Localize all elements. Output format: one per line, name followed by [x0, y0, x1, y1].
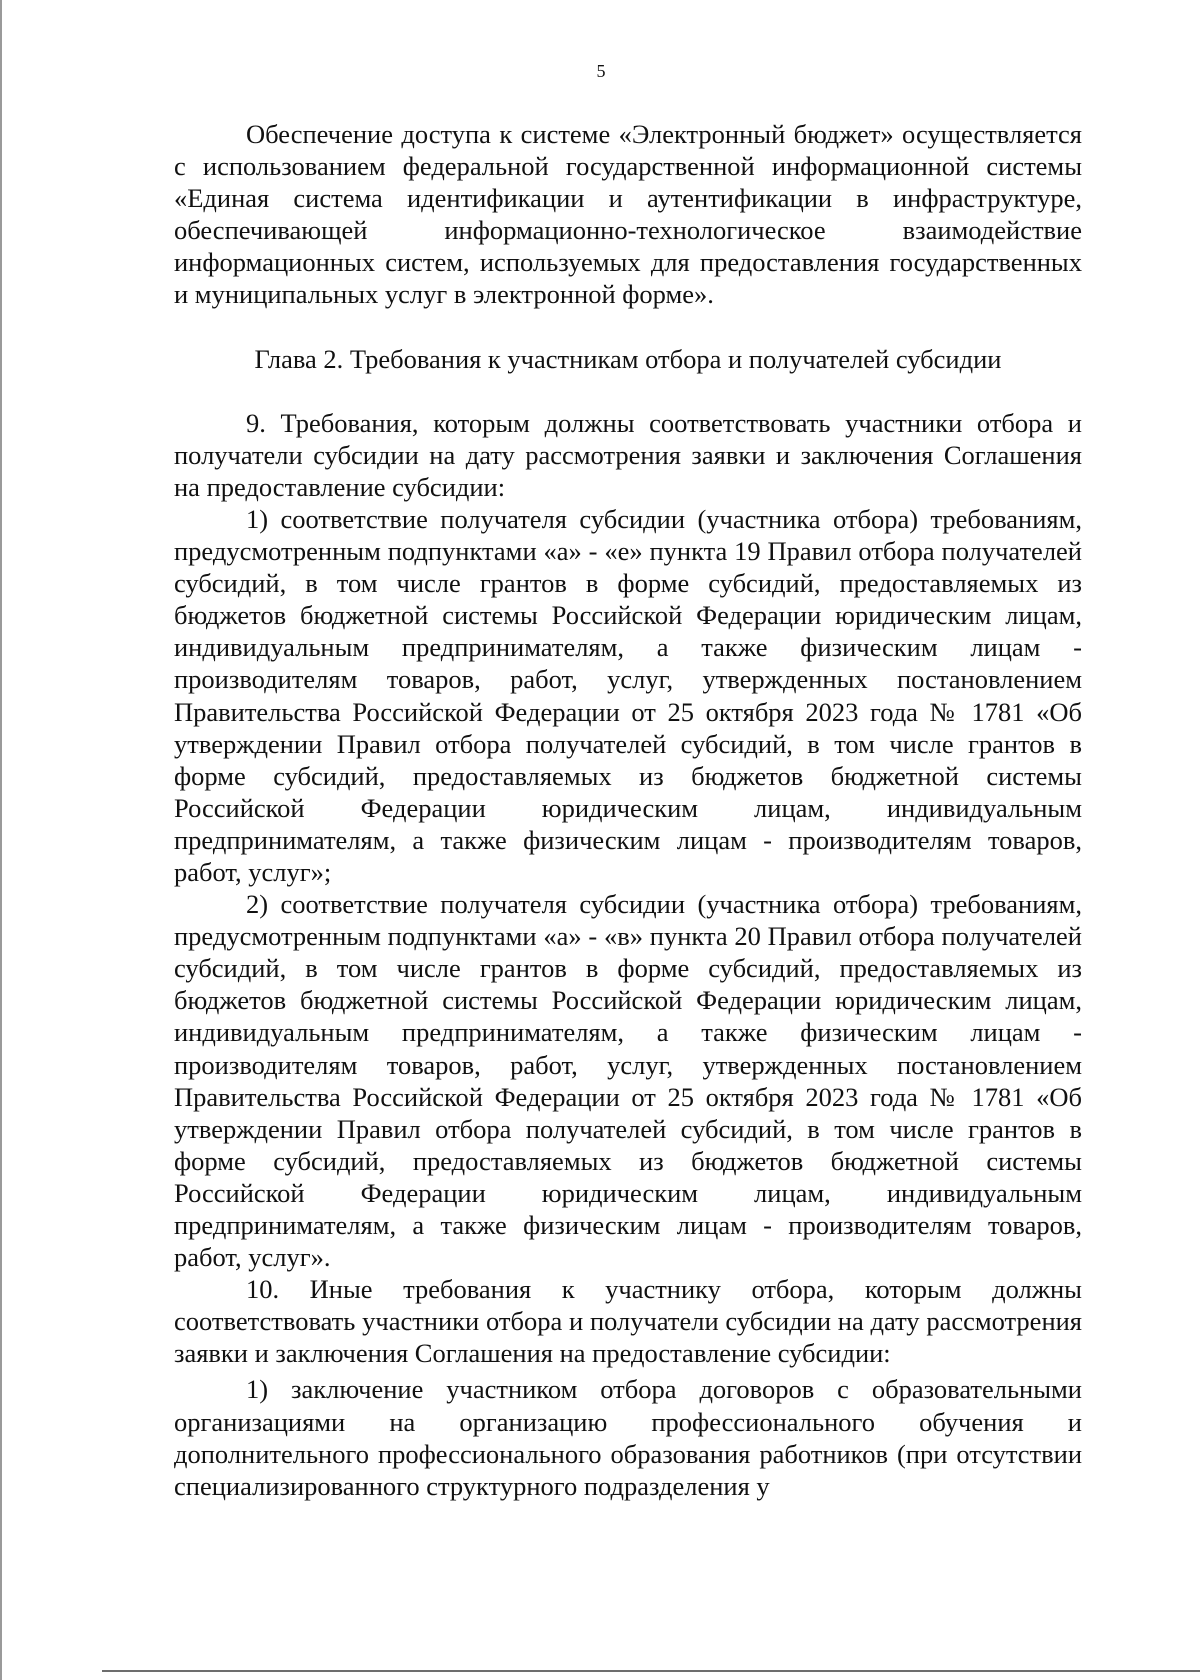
page-bottom-edge-line — [102, 1670, 1200, 1672]
paragraph-9-item-1: 1) соответствие получателя субсидии (участника отбора) требованиям, предусмотренным подпунктами «а» - «е» пункта 19 Правил отбора получателей субсидий, в том числе грантов в форме субсидий, предоставляемых из бюджетов бюджетной системы Российской Федерации юридическим лицам, индивидуальным предпринимателям, а также физическим лицам - производителям товаров, работ, услуг, утвержденных постановлением Правительства Российской Федерации от 25 октября 2023 года № 1781 «Об утверждении Правил отбора получателей субсидий, в том числе грантов в форме субсидий, предоставляемых из бюджетов бюджетной системы Российской Федерации юридическим лицам, индивидуальным предпринимателям, а также физическим лицам - производителям товаров, работ, услуг»; — [174, 503, 1082, 887]
chapter-heading: Глава 2. Требования к участникам отбора и получателей субсидии — [254, 343, 1002, 374]
paragraph-10-item-1: 1) заключение участником отбора договоров с образовательными организациями на организацию профессионального обучения и дополнительного профессионального образования работников (при отсутствии специализированного структурного подразделения у — [174, 1374, 1082, 1501]
paragraph-esia-access: Обеспечение доступа к системе «Электронный бюджет» осуществляется с использованием федеральной государственной информационной системы «Единая система идентификации и аутентификации в инфраструктуре, обеспечивающей информационно-технологическое взаимодействие информационных систем, используемых для предоставления государственных и муниципальных услуг в электронной форме». — [174, 119, 1082, 310]
paragraph-9-item-2: 2) соответствие получателя субсидии (участника отбора) требованиям, предусмотренным подпунктами «а» - «в» пункта 20 Правил отбора получателей субсидий, в том числе грантов в форме субсидий, предоставляемых из бюджетов бюджетной системы Российской Федерации юридическим лицам, индивидуальным предпринимателям, а также физическим лицам - производителям товаров, работ, услуг, утвержденных постановлением Правительства Российской Федерации от 25 октября 2023 года № 1781 «Об утверждении Правил отбора получателей субсидий, в том числе грантов в форме субсидий, предоставляемых из бюджетов бюджетной системы Российской Федерации юридическим лицам, индивидуальным предпринимателям, а также физическим лицам - производителям товаров, работ, услуг». — [174, 889, 1082, 1273]
document-body — [174, 118, 1082, 1502]
paragraph-10: 10. Иные требования к участнику отбора, которым должны соответствовать участники отбора и получатели субсидии на дату рассмотрения заявки и заключения Соглашения на предоставление субсидии: — [174, 1274, 1082, 1369]
page-number: 5 — [596, 61, 606, 81]
paragraph-9: 9. Требования, которым должны соответствовать участники отбора и получатели субсидии на дату рассмотрения заявки и заключения Соглашения на предоставление субсидии: — [174, 407, 1082, 502]
